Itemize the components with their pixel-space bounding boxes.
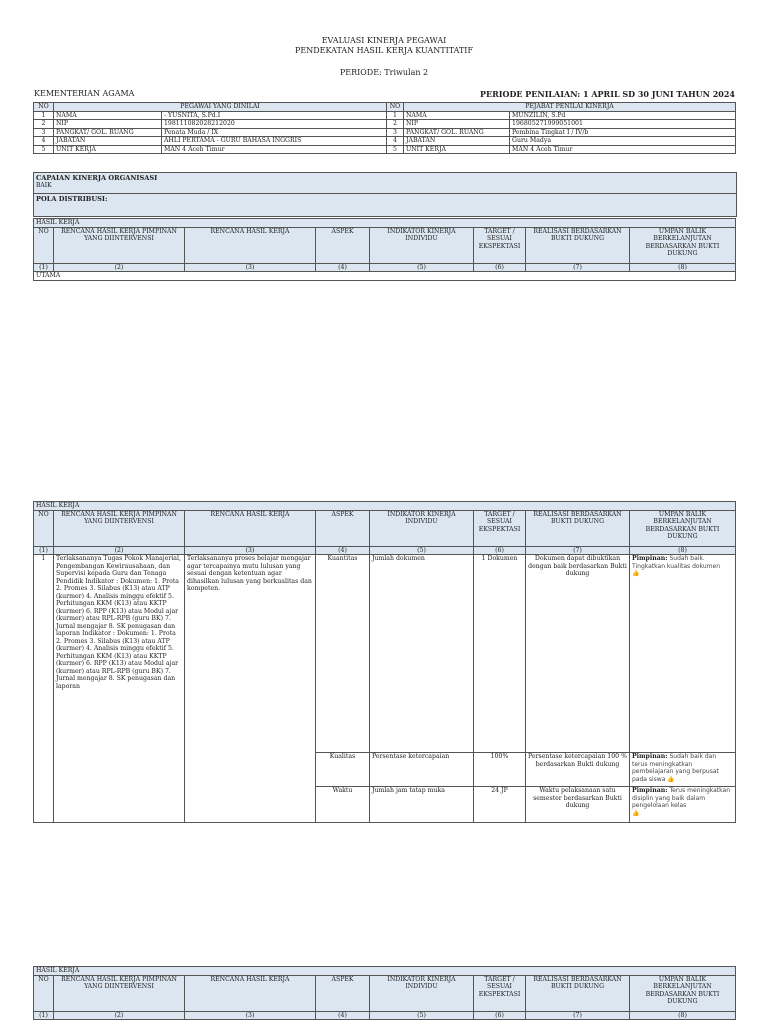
row-no: 4	[387, 137, 404, 146]
col-number: (2)	[54, 546, 185, 555]
col-target: TARGET / SESUAI EKSPEKTASI	[474, 227, 526, 263]
row-number: 1	[34, 555, 54, 823]
identity-row	[34, 145, 736, 154]
periode-penilaian: PERIODE PENILAIAN: 1 APRIL SD 30 JUNI TAHUN 2024	[479, 89, 735, 99]
col-rencana: RENCANA HASIL KERJA	[185, 227, 316, 263]
col-pimpinan: RENCANA HASIL KERJA PIMPINAN YANG DIINTERVENSI	[54, 975, 185, 1011]
realisasi-cell: Waktu pelaksanaan satu semester berdasarkan Bukti dukung	[526, 787, 630, 823]
col-indikator: INDIKATOR KINERJA INDIVIDU	[370, 975, 474, 1011]
col-target: TARGET / SESUAI EKSPEKTASI	[474, 510, 526, 546]
indikator-cell: Jumlah jam tatap muka	[370, 787, 474, 823]
col-indikator: INDIKATOR KINERJA INDIVIDU	[370, 227, 474, 263]
col-number: (8)	[630, 1011, 736, 1020]
capaian-value: BAIK	[36, 182, 52, 189]
thumbs-up-icon: 👍	[632, 809, 640, 817]
col-number: (4)	[316, 263, 370, 272]
col-aspek: ASPEK	[316, 975, 370, 1011]
hasil-kerja-header-row	[34, 510, 736, 546]
feedback-text: Sudah baik. Tingkatkan kualitas dokumen	[632, 555, 720, 570]
feedback-label: Pimpinan:	[632, 753, 668, 760]
hasil-kerja-table-2	[33, 501, 736, 823]
col-number: (7)	[526, 1011, 630, 1020]
umpan-balik-cell	[630, 555, 736, 753]
column-number-row	[34, 1011, 736, 1020]
pegawai-value: Penata Muda / IX	[162, 128, 387, 137]
thumbs-up-icon: 👍	[667, 775, 675, 783]
col-no: NO	[34, 510, 54, 546]
aspek-cell: Kuantitas	[316, 555, 370, 753]
pegawai-label: JABATAN	[54, 137, 162, 146]
col-number: (1)	[34, 1011, 54, 1020]
feedback-label: Pimpinan:	[632, 787, 668, 794]
hasil-kerja-header-row	[34, 975, 736, 1011]
pegawai-label: NIP	[54, 120, 162, 129]
col-rencana: RENCANA HASIL KERJA	[185, 975, 316, 1011]
identity-row	[34, 137, 736, 146]
pegawai-value: MAN 4 Aceh Timur	[162, 145, 387, 154]
realisasi-cell: Persentase ketercapaian 100 % berdasarkan Bukti dukung	[526, 753, 630, 787]
pola-block	[33, 193, 737, 217]
col-number: (6)	[474, 1011, 526, 1020]
col-indikator: INDIKATOR KINERJA INDIVIDU	[370, 510, 474, 546]
feedback-label: Pimpinan:	[632, 555, 668, 562]
identity-row	[34, 120, 736, 129]
col-number: (1)	[34, 546, 54, 555]
col-rencana: RENCANA HASIL KERJA	[185, 510, 316, 546]
pegawai-label: PANGKAT/ GOL. RUANG	[54, 128, 162, 137]
feedback-text: Terus meningkatkan disiplin yang baik dalam pengelolaan kelas	[632, 787, 731, 809]
col-number: (6)	[474, 263, 526, 272]
col-aspek: ASPEK	[316, 510, 370, 546]
col-number: (4)	[316, 1011, 370, 1020]
target-cell: 100%	[474, 753, 526, 787]
row-no: 1	[34, 111, 54, 120]
hasil-kerja-row	[34, 555, 736, 753]
title-line-2: PENDEKATAN HASIL KERJA KUANTITATIF	[294, 46, 474, 55]
row-no: 5	[34, 145, 54, 154]
col-number: (5)	[370, 263, 474, 272]
rencana-hasil-kerja-cell: Terlaksananya proses belajar mengajar agar tercapainya mutu lulusan yang sesuai dengan ketentuan agar dihasilkan lulusan yang berkualitas dan kompeten.	[185, 555, 316, 823]
col-pimpinan: RENCANA HASIL KERJA PIMPINAN YANG DIINTERVENSI	[54, 510, 185, 546]
target-cell: 24 JP	[474, 787, 526, 823]
hasil-kerja-title: HASIL KERJA	[34, 502, 736, 511]
hasil-kerja-table-3	[33, 966, 736, 1020]
penilai-value: MUNZILIN, S.Pd	[510, 111, 736, 120]
aspek-cell: Waktu	[316, 787, 370, 823]
col-number: (7)	[526, 263, 630, 272]
pegawai-value: - YUSNITA, S.Pd.I	[162, 111, 387, 120]
periode-line: PERIODE: Triwulan 2	[339, 68, 429, 77]
hasil-kerja-table-1	[33, 218, 736, 281]
penilai-value: 196805271999051001	[510, 120, 736, 129]
col-no: NO	[34, 227, 54, 263]
col-number: (1)	[34, 263, 54, 272]
row-no: 3	[387, 128, 404, 137]
identity-header-row	[34, 103, 736, 112]
col-target: TARGET / SESUAI EKSPEKTASI	[474, 975, 526, 1011]
capaian-block	[33, 172, 737, 194]
penilai-label: PANGKAT/ GOL. RUANG	[404, 128, 510, 137]
column-number-row	[34, 263, 736, 272]
identity-row	[34, 128, 736, 137]
col-umpan-balik: UMPAN BALIK BERKELANJUTAN BERDASARKAN BUKTI DUKUNG	[630, 975, 736, 1011]
col-number: (8)	[630, 263, 736, 272]
col-umpan-balik: UMPAN BALIK BERKELANJUTAN BERDASARKAN BUKTI DUKUNG	[630, 510, 736, 546]
indikator-cell: Jumlah dokumen	[370, 555, 474, 753]
col-number: (3)	[185, 546, 316, 555]
col-realisasi: REALISASI BERDASARKAN BUKTI DUKUNG	[526, 510, 630, 546]
umpan-balik-cell	[630, 753, 736, 787]
umpan-balik-cell	[630, 787, 736, 823]
hasil-kerja-title: HASIL KERJA	[34, 219, 736, 228]
feedback-text: Sudah baik dan terus meningkatkan pembelajaran yang berpusat pada siswa	[632, 753, 719, 783]
penilai-no-header: NO	[387, 103, 404, 112]
col-umpan-balik: UMPAN BALIK BERKELANJUTAN BERDASARKAN BUKTI DUKUNG	[630, 227, 736, 263]
column-number-row	[34, 546, 736, 555]
penilai-value: MAN 4 Aceh Timur	[510, 145, 736, 154]
penilai-value: Guru Madya	[510, 137, 736, 146]
row-no: 5	[387, 145, 404, 154]
penilai-label: NAMA	[404, 111, 510, 120]
realisasi-cell: Dokumen dapat dibuktikan dengan baik berdasarkan Bukti dukung	[526, 555, 630, 753]
title-line-1: EVALUASI KINERJA PEGAWAI	[321, 36, 447, 45]
utama-label: UTAMA	[34, 272, 736, 281]
penilai-label: UNIT KERJA	[404, 145, 510, 154]
pegawai-no-header: NO	[34, 103, 54, 112]
hasil-kerja-header-row	[34, 227, 736, 263]
col-number: (8)	[630, 546, 736, 555]
thumbs-up-icon: 👍	[632, 570, 640, 577]
penilai-label: NIP	[404, 120, 510, 129]
identity-table	[33, 102, 736, 154]
col-pimpinan: RENCANA HASIL KERJA PIMPINAN YANG DIINTERVENSI	[54, 227, 185, 263]
col-number: (6)	[474, 546, 526, 555]
col-number: (2)	[54, 1011, 185, 1020]
col-realisasi: REALISASI BERDASARKAN BUKTI DUKUNG	[526, 975, 630, 1011]
col-number: (7)	[526, 546, 630, 555]
pegawai-value: 198111082028212020	[162, 120, 387, 129]
identity-row	[34, 111, 736, 120]
penilai-header: PEJABAT PENILAI KINERJA	[404, 103, 736, 112]
aspek-cell: Kualitas	[316, 753, 370, 787]
target-cell: 1 Dokumen	[474, 555, 526, 753]
col-number: (4)	[316, 546, 370, 555]
capaian-title: CAPAIAN KINERJA ORGANISASI	[36, 174, 158, 182]
col-number: (5)	[370, 1011, 474, 1020]
kementerian-label: KEMENTERIAN AGAMA	[34, 89, 135, 98]
pola-title: POLA DISTRIBUSI:	[36, 195, 108, 203]
row-no: 1	[387, 111, 404, 120]
col-aspek: ASPEK	[316, 227, 370, 263]
pegawai-label: UNIT KERJA	[54, 145, 162, 154]
pegawai-header: PEGAWAI YANG DINILAI	[54, 103, 387, 112]
penilai-label: JABATAN	[404, 137, 510, 146]
penilai-value: Pembina Tingkat I / IV/b	[510, 128, 736, 137]
pegawai-label: NAMA	[54, 111, 162, 120]
col-number: (2)	[54, 263, 185, 272]
document-title	[0, 36, 768, 56]
col-number: (3)	[185, 263, 316, 272]
col-number: (3)	[185, 1011, 316, 1020]
row-no: 2	[34, 120, 54, 129]
indikator-cell: Persentase ketercapaian	[370, 753, 474, 787]
rencana-pimpinan-cell: Terlaksananya Tugas Pokok Manajerial, Pengembangan Kewirausahaan, dan Supervisi kepada Guru dan Tenaga Pendidik Indikator : Dokumen: 1. Prota 2. Promes 3. Silabus (K13) atau ATP (kurmer) 4. Analisis minggu efektif 5. Perhitungan KKM (K13) atau KKTP (kurmer) 6. RPP (K13) atau Modul ajar (kurmer) atau RPL-RPB (guru BK) 7. Jurnal mengajar 8. SK penugasan dan laporan Indikator : Dokumen: 1. Prota 2. Promes 3. Silabus (K13) atau ATP (kurmer) 4. Analisis minggu efektif 5. Perhitungan KKM (K13) atau KKTP (kurmer) 6. RPP (K13) atau Modul ajar (kurmer) atau RPL-RPB (guru BK) 7. Jurnal mengajar 8. SK penugasan dan laporan	[54, 555, 185, 823]
col-number: (5)	[370, 546, 474, 555]
row-no: 4	[34, 137, 54, 146]
col-realisasi: REALISASI BERDASARKAN BUKTI DUKUNG	[526, 227, 630, 263]
row-no: 3	[34, 128, 54, 137]
hasil-kerja-title: HASIL KERJA	[34, 967, 736, 976]
row-no: 2	[387, 120, 404, 129]
pegawai-value: AHLI PERTAMA - GURU BAHASA INGGRIS	[162, 137, 387, 146]
col-no: NO	[34, 975, 54, 1011]
